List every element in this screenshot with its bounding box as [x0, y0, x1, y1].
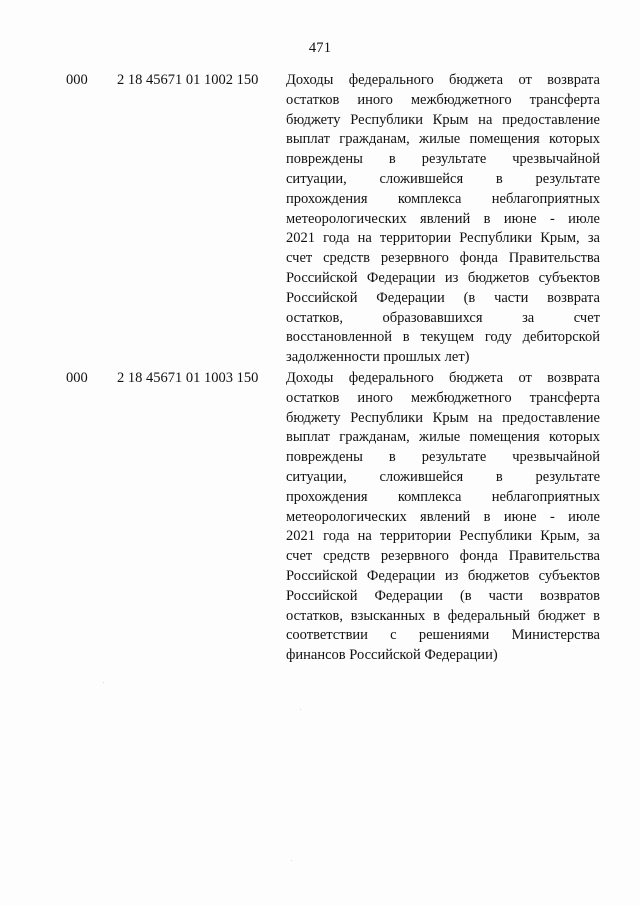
description-line: Российской Федерации (в части возвратов [286, 587, 600, 604]
admin-code: 000 [66, 370, 88, 386]
description-line: Российской Федерации из бюджетов субъектов [286, 269, 600, 286]
description-line: остатков, взысканных в федеральный бюджет в [286, 607, 600, 624]
description-line: Доходы федерального бюджета от возврата [286, 72, 600, 88]
description-line: 2021 года на территории Республики Крым, за [286, 230, 600, 247]
admin-code: 000 [66, 72, 88, 88]
revenue-description [286, 369, 600, 666]
description-line: бюджету Республики Крым на предоставление [286, 409, 600, 426]
description-line: счет средств резервного фонда Правительства [286, 548, 600, 565]
description-line: остатков, образовавшихся за счет [286, 309, 600, 326]
description-line: повреждены в результате чрезвычайной [286, 449, 600, 466]
description-line: прохождения комплекса неблагоприятных [286, 488, 600, 505]
description-line: 2021 года на территории Республики Крым, за [286, 528, 600, 545]
description-line: выплат гражданам, жилые помещения которых [286, 131, 600, 148]
revenue-description [286, 71, 600, 368]
description-line: выплат гражданам, жилые помещения которых [286, 429, 600, 446]
description-line: повреждены в результате чрезвычайной [286, 151, 600, 168]
description-line: бюджету Республики Крым на предоставление [286, 111, 600, 128]
description-line: ситуации, сложившейся в результате [286, 468, 600, 485]
description-line: восстановленной в текущем году дебиторской [286, 329, 600, 346]
description-line: задолженности прошлых лет) [286, 349, 470, 366]
page-number: 471 [308, 40, 332, 56]
description-line: метеорологических явлений в июне - июле [286, 508, 600, 525]
description-line: остатков иного межбюджетного трансферта [286, 389, 600, 406]
description-line: остатков иного межбюджетного трансферта [286, 91, 600, 108]
scan-speck [103, 682, 104, 683]
description-line: счет средств резервного фонда Правительства [286, 250, 600, 267]
description-line: ситуации, сложившейся в результате [286, 170, 600, 187]
budget-classification-code: 2 18 45671 01 1003 150 [117, 370, 259, 386]
scan-speck [291, 860, 292, 861]
description-line: Российской Федерации из бюджетов субъектов [286, 567, 600, 584]
description-line: Российской Федерации (в части возврата [286, 289, 600, 306]
description-line: прохождения комплекса неблагоприятных [286, 190, 600, 207]
budget-classification-code: 2 18 45671 01 1002 150 [117, 72, 259, 88]
description-line: Доходы федерального бюджета от возврата [286, 370, 600, 386]
description-line: соответствии с решениями Министерства [286, 627, 600, 644]
scan-speck [300, 709, 301, 710]
description-line: финансов Российской Федерации) [286, 647, 498, 664]
description-line: метеорологических явлений в июне - июле [286, 210, 600, 227]
